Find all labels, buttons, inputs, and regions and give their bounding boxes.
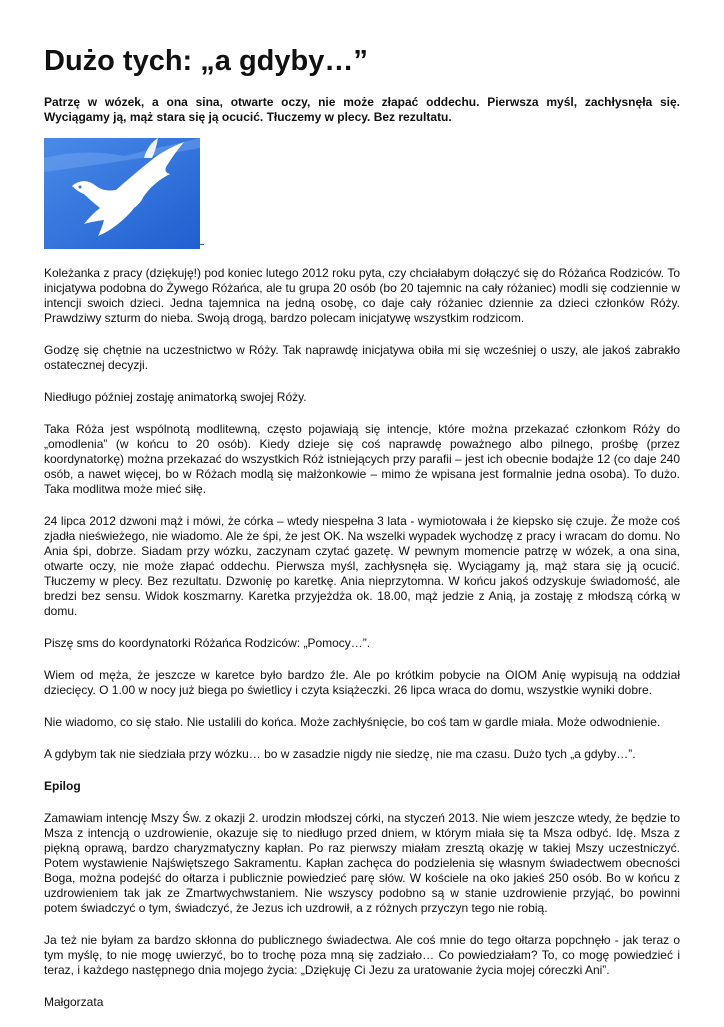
paragraph: Ja też nie byłam za bardzo skłonna do publicznego świadectwa. Ale coś mnie do tego ołtarza popchnęło - jak teraz o tym myślę, to nie mogę uwierzyć, bo to trochę poza mną się zadziało… Co powiedziałam? To, co mogę powiedzieć i teraz, i każdego następnego dnia mojego życia: „Dziękuję Ci Jezu za uratowanie życia mojej córeczki Ani”. (44, 933, 680, 977)
paragraph: Taka Róża jest wspólnotą modlitewną, często pojawiają się intencje, które można przekazać członkom Róży do „omodlenia” (w końcu to 20 osób). Kiedy dzieje się coś naprawdę poważnego albo pilnego, prośbę (przez koordynatorkę) można przekazać do wszystkich Róż istniejących przy parafii – jest ich obecnie bodajże 12 (co daje 240 osób, a nawet więcej, bo w Różach modlą się małżonkowie – mimo że wpisana jest formalnie jedna osoba). To dużo. Taka modlitwa może mieć siłę. (44, 422, 680, 496)
dove-image[interactable] (44, 138, 204, 251)
paragraph: Koleżanka z pracy (dziękuję!) pod koniec lutego 2012 roku pyta, czy chciałabym dołączyć się do Różańca Rodziców. To inicjatywa podobna do Żywego Różańca, ale tu grupa 20 osób (bo 20 tajemnic na cały różaniec) modli się codziennie w intencji swoich dzieci. Jedna tajemnica na jedną osobę, co daje cały różaniec dziennie za dzieci członków Róży. Prawdziwy szturm do nieba. Swoją drogą, bardzo polecam inicjatywę wszystkim rodzicom. (44, 266, 680, 325)
epilog-heading: Epilog (44, 779, 81, 793)
page-title: Dużo tych: „a gdyby…” (44, 45, 368, 77)
paragraph: Nie wiadomo, co się stało. Nie ustalili do końca. Może zachłyśnięcie, bo coś tam w gardle miała. Może odwodnienie. (44, 715, 661, 729)
paragraph: 24 lipca 2012 dzwoni mąż i mówi, że córka – wtedy niespełna 3 lata - wymiotowała i że kiepsko się czuje. Że może coś zjadła nieświeżego, nie wiadomo. Ale że śpi, że jest OK. Na wszelki wypadek wychodzę z pracy i wracam do domu. No Ania śpi, dobrze. Siadam przy wózku, zaczynam czytać gazetę. W pewnym momencie patrzę w wózek, a ona sina, otwarte oczy, nie może złapać oddechu. Pierwsza myśl, zachłysnęła się. Wyciągamy ją, mąż stara się ją ocucić. Tłuczemy w plecy. Bez rezultatu. Dzwonię po karetkę. Ania nieprzytomna. W końcu jakoś odzyskuje świadomość, ale bredzi bez sensu. Widok koszmarny. Karetka przyjeżdża ok. 18.00, mąż jedzie z Anią, ja zostaję z młodszą córką w domu. (44, 514, 680, 618)
image-link-underline[interactable] (200, 244, 204, 245)
signature: Małgorzata (44, 995, 104, 1009)
paragraph: Niedługo później zostaję animatorką swojej Róży. (44, 390, 307, 404)
article-body (44, 266, 680, 1027)
paragraph: Zamawiam intencję Mszy Św. z okazji 2. urodzin młodszej córki, na styczeń 2013. Nie wiem jeszcze wtedy, że będzie to Msza z intencją o uzdrowienie, okazuje się to niedługo przed dniem, w którym miała się ta Msza odbyć. Idę. Msza z piękną oprawą, bardzo charyzmatyczny kapłan. Po raz pierwszy miałam zresztą okazję w takiej Mszy uczestniczyć. Potem wystawienie Najświętszego Sakramentu. Kapłan zachęca do podzielenia się własnym świadectwem obecności Boga, można podejść do ołtarza i publicznie powiedzieć parę słów. W kościele na oko jakieś 250 osób. Bo w końcu z uzdrowieniem tak jak ze Zmartwychwstaniem. Nie wszyscy podobno są w stanie uzdrowienie przyjąć, bo powinni potem świadczyć o tym, świadczyć, że Jezus ich uzdrowił, a z różnych przyczyn tego nie robią. (44, 811, 680, 915)
paragraph: Piszę sms do koordynatorki Różańca Rodziców: „Pomocy…”. (44, 636, 371, 650)
paragraph: Wiem od męża, że jeszcze w karetce było bardzo źle. Ale po krótkim pobycie na OIOM Anię wypisują na oddział dziecięcy. O 1.00 w nocy już biega po świetlicy i czyta książeczki. 26 lipca wraca do domu, wszystkie wyniki dobre. (44, 668, 680, 697)
paragraph: Godzę się chętnie na uczestnictwo w Róży. Tak naprawdę inicjatywa obiła mi się wcześniej o uszy, ale jakoś zabrakło ostatecznej decyzji. (44, 343, 680, 372)
paragraph: A gdybym tak nie siedziała przy wózku… bo w zasadzie nigdy nie siedzę, nie ma czasu. Dużo tych „a gdyby…”. (44, 747, 636, 761)
lead-paragraph: Patrzę w wózek, a ona sina, otwarte oczy, nie może złapać oddechu. Pierwsza myśl, zachłysnęła się. Wyciągamy ją, mąż stara się ją ocucić. Tłuczemy w plecy. Bez rezultatu. (44, 95, 680, 124)
dove-icon (44, 138, 200, 249)
